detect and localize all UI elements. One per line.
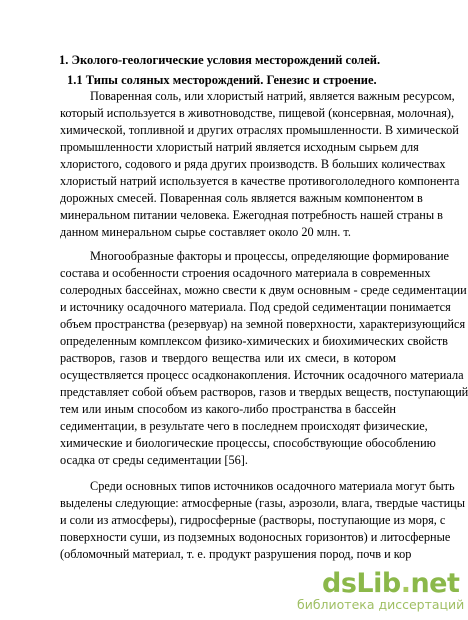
text-line: данном минеральном сырье составляет около 20 млн. т. bbox=[60, 225, 351, 239]
text-line: Многообразные факторы и процессы, определяющие формирование bbox=[90, 249, 449, 263]
text-line: который используется в животноводстве, пищевой (консервная, молочная), bbox=[60, 106, 455, 120]
text-line: и источнику осадочного материала. Под средой седиментации понимается bbox=[60, 300, 451, 314]
text-line: осуществляется процесс осадконакопления. Источник осадочного материала bbox=[60, 368, 464, 382]
text-line: и соли из атмосферы), гидросферные (растворы, поступающие из моря, с bbox=[60, 513, 446, 527]
text-line: седиментации, в результате чего в последнем происходят физические, bbox=[60, 419, 428, 433]
text-line: определенным комплексом физико-химических и биохимических свойств bbox=[60, 334, 448, 348]
text-line: промышленности хлористый натрий является исходным сырьем для bbox=[60, 140, 419, 154]
text-line: Среди основных типов источников осадочного материала могут быть bbox=[90, 479, 455, 493]
section-heading: 1. Эколого-геологические условия месторождений солей. bbox=[59, 53, 381, 67]
text-line: дорожных смесей. Поваренная соль является важным компонентом в bbox=[60, 191, 423, 205]
text-line: растворов, газов и твердого вещества или их смеси, в котором bbox=[60, 351, 396, 365]
subsection-heading: 1.1 Типы соляных месторождений. Генезис и строение. bbox=[67, 73, 377, 87]
text-line: солеродных бассейнах, можно свести к двум основным - среде седиментации bbox=[60, 283, 467, 297]
text-line: тем или иным способом из какого-либо пространства в бассейн bbox=[60, 402, 396, 416]
text-line: поверхности суши, из подземных водоносных горизонтов) и литосферные bbox=[60, 530, 451, 544]
text-line: хлористого, содового и ряда других производств. В больших количествах bbox=[60, 157, 446, 171]
dslib-watermark-subtitle: библиотека диссертаций bbox=[297, 597, 465, 612]
text-line: хлористый натрий используется в качестве противогололедного компонента bbox=[60, 174, 460, 188]
text-line: Поваренная соль, или хлористый натрий, является важным ресурсом, bbox=[90, 89, 455, 103]
text-line: состава и особенности строения осадочного материала в современных bbox=[60, 266, 431, 280]
text-line: представляет собой объем растворов, газов и твердых веществ, поступающий bbox=[60, 385, 468, 399]
dslib-watermark-logo: dsLib.net bbox=[322, 568, 460, 599]
text-line: (обломочный материал, т. е. продукт разрушения пород, почв и кор bbox=[60, 547, 412, 561]
text-line: химические и биологические процессы, способствующие обособлению bbox=[60, 436, 436, 450]
text-line: выделены следующие: атмосферные (газы, аэрозоли, влага, твердые частицы bbox=[60, 496, 466, 510]
text-line: химической, топливной и других отраслях промышленности. В химической bbox=[60, 123, 459, 137]
text-line: минеральном питании человека. Ежегодная потребность нашей страны в bbox=[60, 208, 443, 222]
text-line: осадка от среды седиментации [56]. bbox=[60, 453, 248, 467]
text-line: объем пространства (резервуар) на земной поверхности, характеризующийся bbox=[60, 317, 466, 331]
